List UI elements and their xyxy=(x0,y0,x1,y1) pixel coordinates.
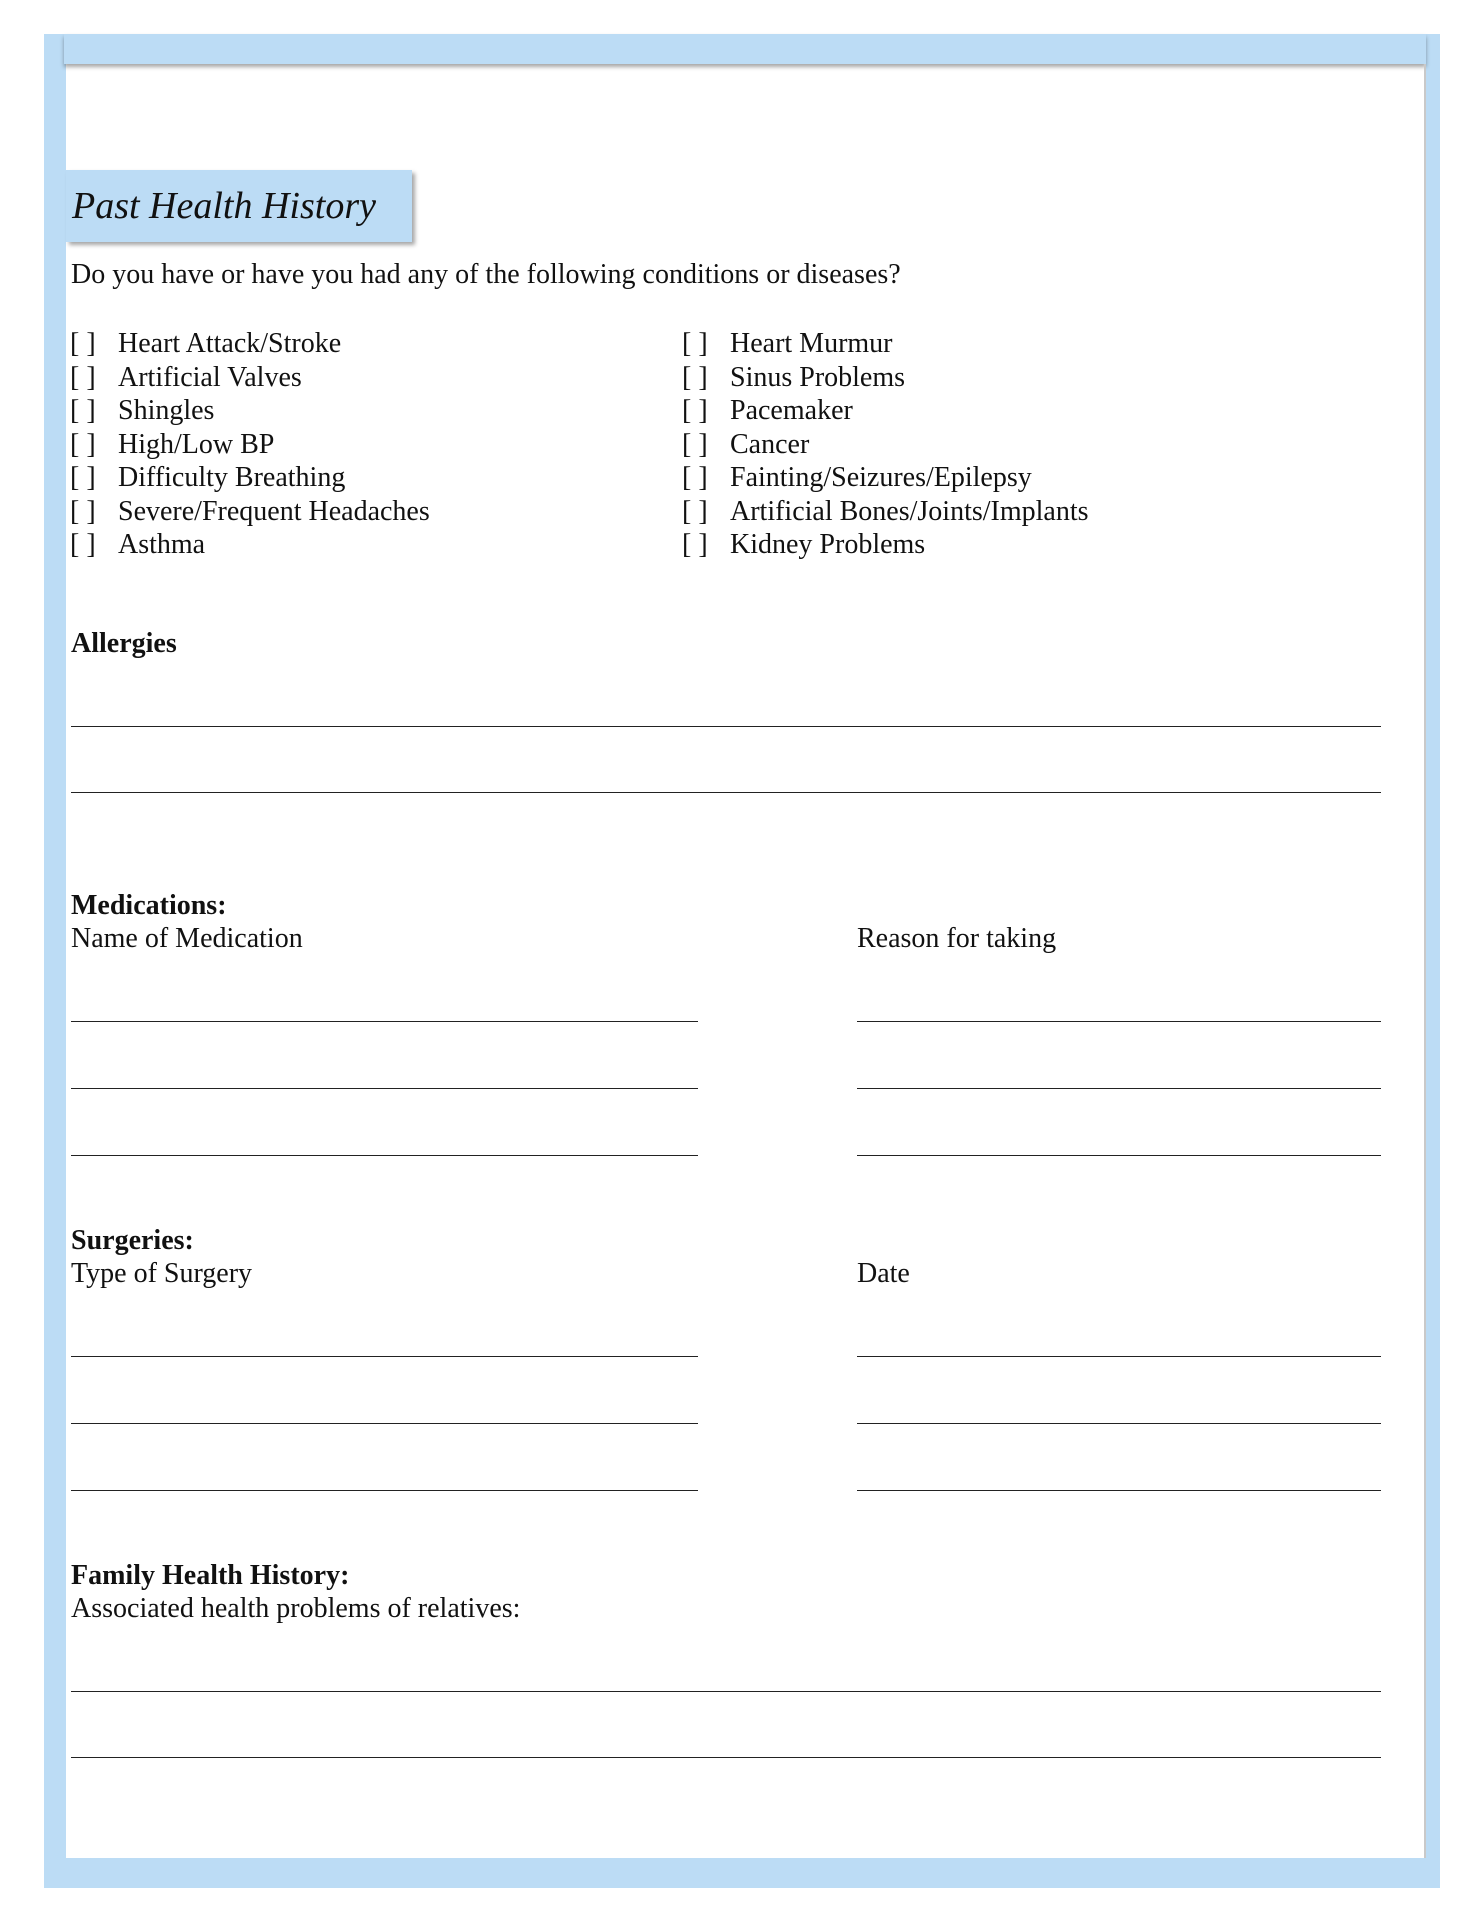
medication-name-line[interactable] xyxy=(71,1021,698,1022)
condition-item[interactable]: [ ] Fainting/Seizures/Epilepsy xyxy=(682,462,1032,493)
checkbox[interactable]: [ ] xyxy=(70,529,96,560)
checkbox[interactable]: [ ] xyxy=(70,462,96,493)
frame-left-border xyxy=(44,34,66,1888)
checkbox[interactable]: [ ] xyxy=(682,529,708,560)
condition-item[interactable]: [ ] Sinus Problems xyxy=(682,361,906,393)
checkbox[interactable]: [ ] xyxy=(70,395,96,426)
family-history-input-line[interactable] xyxy=(71,1757,1381,1758)
allergies-input-line[interactable] xyxy=(71,792,1381,793)
condition-item[interactable]: [ ] Heart Attack/Stroke xyxy=(70,328,342,359)
family-history-subheading: Associated health problems of relatives: xyxy=(71,1593,521,1624)
checkbox[interactable]: [ ] xyxy=(70,428,96,460)
family-history-input-line[interactable] xyxy=(71,1691,1381,1692)
surgery-date-line[interactable] xyxy=(857,1490,1381,1491)
allergies-heading: Allergies xyxy=(71,628,177,659)
checkbox[interactable]: [ ] xyxy=(682,395,708,426)
medications-heading: Medications: xyxy=(71,890,227,921)
medication-name-line[interactable] xyxy=(71,1088,698,1089)
checkbox[interactable]: [ ] xyxy=(682,361,708,393)
checkbox[interactable]: [ ] xyxy=(682,328,708,359)
checkbox[interactable]: [ ] xyxy=(70,328,96,359)
surgery-date-label: Date xyxy=(857,1258,910,1289)
checkbox[interactable]: [ ] xyxy=(70,495,96,527)
condition-item[interactable]: [ ] Pacemaker xyxy=(682,395,853,426)
condition-item[interactable]: [ ] Asthma xyxy=(70,529,206,560)
medication-reason-line[interactable] xyxy=(857,1088,1381,1089)
allergies-input-line[interactable] xyxy=(71,726,1381,727)
checkbox[interactable]: [ ] xyxy=(682,428,708,460)
condition-item[interactable]: [ ] Shingles xyxy=(70,395,215,426)
surgery-type-label: Type of Surgery xyxy=(71,1258,253,1289)
condition-item[interactable]: [ ] Kidney Problems xyxy=(682,529,926,560)
section-title-box xyxy=(66,170,412,242)
checkbox[interactable]: [ ] xyxy=(682,495,708,527)
condition-item[interactable]: [ ] Artificial Valves xyxy=(70,361,302,393)
page-title: Past Health History xyxy=(72,185,376,227)
medication-reason-line[interactable] xyxy=(857,1021,1381,1022)
condition-item[interactable]: [ ] Difficulty Breathing xyxy=(70,462,346,493)
frame-right-border xyxy=(1424,34,1440,1888)
surgeries-heading: Surgeries: xyxy=(71,1225,194,1256)
condition-item[interactable]: [ ] Heart Murmur xyxy=(682,328,893,359)
frame-inner-edge xyxy=(1424,64,1426,1858)
condition-item[interactable]: [ ] High/Low BP xyxy=(70,428,275,460)
checkbox[interactable]: [ ] xyxy=(682,462,708,493)
checkbox[interactable]: [ ] xyxy=(70,361,96,393)
conditions-question: Do you have or have you had any of the following conditions or diseases? xyxy=(71,259,901,290)
condition-item[interactable]: [ ] Cancer xyxy=(682,428,810,460)
medication-name-line[interactable] xyxy=(71,1155,698,1156)
surgery-type-line[interactable] xyxy=(71,1423,698,1424)
family-history-heading: Family Health History: xyxy=(71,1560,350,1591)
condition-item[interactable]: [ ] Severe/Frequent Headaches xyxy=(70,495,430,527)
medication-name-label: Name of Medication xyxy=(71,923,303,954)
medication-reason-line[interactable] xyxy=(857,1155,1381,1156)
surgery-date-line[interactable] xyxy=(857,1423,1381,1424)
surgery-type-line[interactable] xyxy=(71,1490,698,1491)
frame-top-bar xyxy=(64,34,1426,64)
conditions-list-left xyxy=(70,327,430,562)
surgery-date-line[interactable] xyxy=(857,1356,1381,1357)
condition-item[interactable]: [ ] Artificial Bones/Joints/Implants xyxy=(682,495,1089,527)
surgery-type-line[interactable] xyxy=(71,1356,698,1357)
medication-reason-label: Reason for taking xyxy=(857,923,1057,954)
frame-bottom-bar xyxy=(64,1858,1426,1888)
conditions-list-right xyxy=(682,327,1089,562)
